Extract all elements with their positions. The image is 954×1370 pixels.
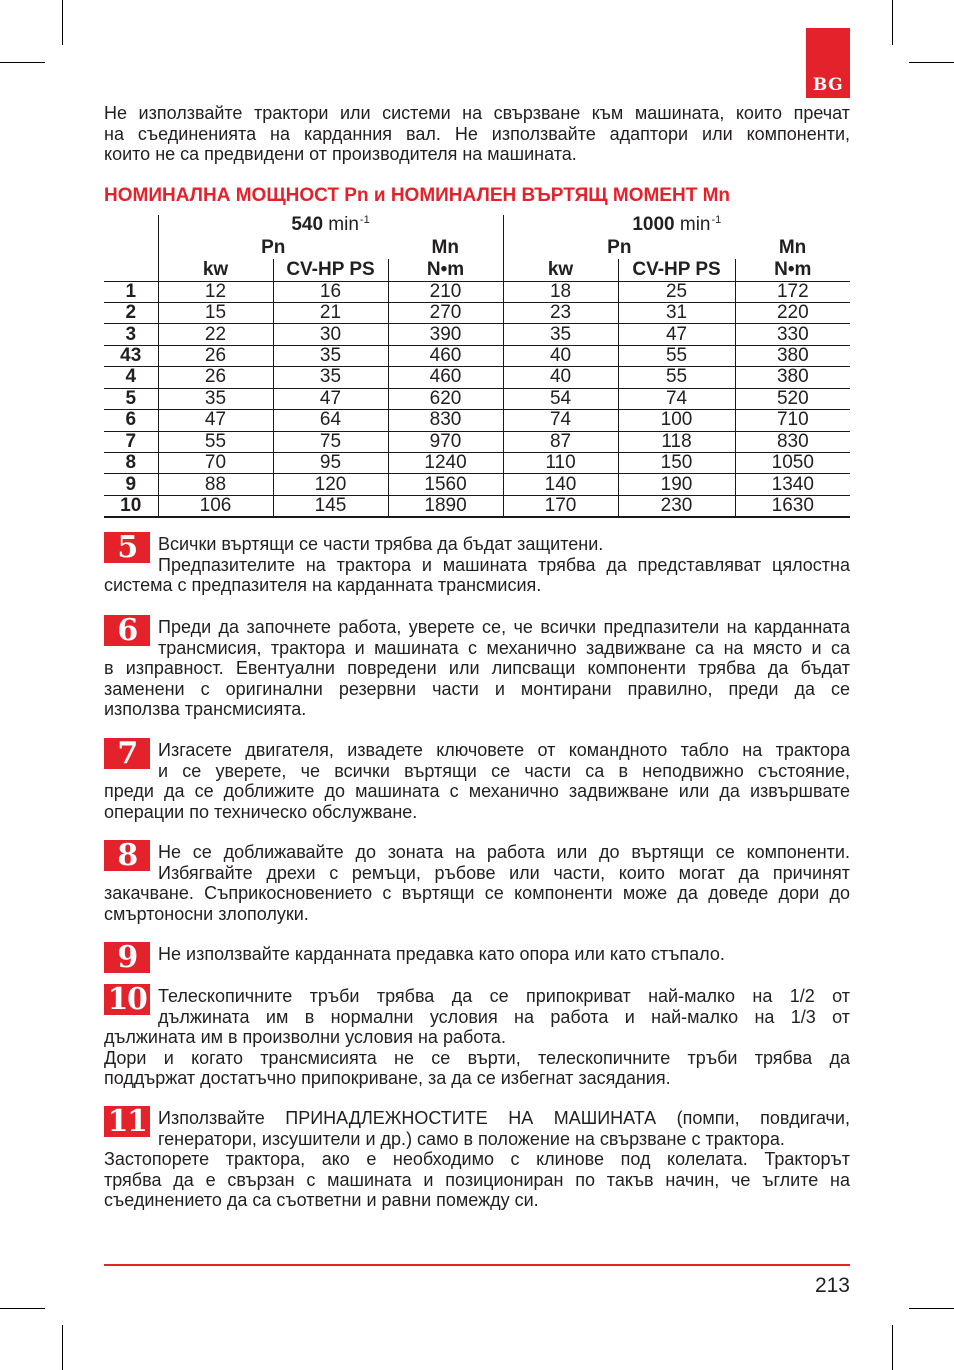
table-cell: 40: [503, 345, 618, 366]
table-cell: 830: [388, 410, 503, 431]
table-header-speed-row: [104, 215, 850, 237]
text-line: трябва да е свързан с машината и позициониран по такъв начин, че ъглите на: [104, 1169, 850, 1190]
text-line: Не използвайте карданната предавка като опора или като стъпало.: [158, 944, 725, 964]
speed-unit-exponent: -1: [711, 214, 722, 226]
table-cell: 220: [735, 302, 850, 323]
table-header-quantity-row: [104, 237, 850, 259]
table-cell: 380: [735, 345, 850, 366]
crop-mark-top-right-horizontal: [909, 62, 954, 63]
row-label: 7: [104, 431, 158, 452]
table-row: [104, 410, 850, 431]
section-7: [104, 740, 850, 822]
column-header: kw: [158, 259, 273, 281]
intro-paragraph: [104, 103, 850, 165]
row-label: 10: [104, 495, 158, 517]
column-header: N•m: [388, 259, 503, 281]
column-header: N•m: [735, 259, 850, 281]
header-corner: [104, 237, 158, 259]
table-cell: 1560: [388, 474, 503, 495]
text-line: дължината им в нормални условия на работа и най-малко на 1/3 от: [158, 1006, 850, 1027]
speed-unit: min: [328, 214, 359, 235]
table-cell: 190: [618, 474, 735, 495]
row-label: 5: [104, 388, 158, 409]
table-cell: 35: [273, 367, 388, 388]
table-cell: 620: [388, 388, 503, 409]
crop-mark-top-right-vertical: [892, 0, 893, 45]
row-label: 6: [104, 410, 158, 431]
footer-rule: [104, 1264, 850, 1266]
text-line: Преди да започнете работа, уверете се, че всички предпазители на карданната: [158, 617, 850, 637]
table-cell: 150: [618, 453, 735, 474]
table-row: [104, 495, 850, 517]
row-label: 2: [104, 302, 158, 323]
table-cell: 18: [503, 281, 618, 302]
row-label: 1: [104, 281, 158, 302]
table-cell: 460: [388, 367, 503, 388]
table-row: [104, 324, 850, 345]
power-header: Pn: [503, 237, 735, 259]
text-line: Застопорете трактора, ако е необходимо с клинове под колелата. Тракторът: [104, 1149, 850, 1169]
table-row: [104, 345, 850, 366]
section-text: [104, 944, 850, 965]
table-cell: 100: [618, 410, 735, 431]
text-line: Всички въртящи се части трябва да бъдат защитени.: [158, 534, 604, 554]
crop-mark-bottom-left-vertical: [62, 1325, 63, 1370]
table-cell: 47: [158, 410, 273, 431]
table-cell: 970: [388, 431, 503, 452]
crop-mark-bottom-right-horizontal: [909, 1308, 954, 1309]
text-line: преди да се доближите до машината с механично задвижване или да извършвате: [104, 781, 850, 801]
table-cell: 110: [503, 453, 618, 474]
table-cell: 21: [273, 302, 388, 323]
table-cell: 16: [273, 281, 388, 302]
table-row: [104, 474, 850, 495]
torque-header: Mn: [431, 237, 459, 258]
table-cell: 87: [503, 431, 618, 452]
text-line: поддържат достатъчно припокриване, за да се избегнат засядания.: [104, 1068, 671, 1088]
table-cell: 40: [503, 367, 618, 388]
section-text: [104, 534, 850, 596]
table-cell: 47: [273, 388, 388, 409]
table-cell: 35: [503, 324, 618, 345]
table-cell: 330: [735, 324, 850, 345]
section-number-badge: 9: [104, 942, 150, 973]
table-cell: 380: [735, 367, 850, 388]
table-cell: 170: [503, 495, 618, 517]
table-cell: 520: [735, 388, 850, 409]
header-corner: [104, 259, 158, 281]
text-line: съединението да са съответни и равни помежду си.: [104, 1190, 539, 1210]
section-text: [104, 1108, 850, 1211]
table-cell: 12: [158, 281, 273, 302]
table-cell: 230: [618, 495, 735, 517]
table-cell: 74: [503, 410, 618, 431]
table-cell: 145: [273, 495, 388, 517]
table-cell: 47: [618, 324, 735, 345]
table-cell: 270: [388, 302, 503, 323]
table-cell: 35: [273, 345, 388, 366]
text-line: Дори и когато трансмисията не се върти, телескопичните тръби трябва да: [104, 1047, 850, 1068]
table-cell: 64: [273, 410, 388, 431]
table-cell: 390: [388, 324, 503, 345]
table-cell: 26: [158, 345, 273, 366]
table-cell: 15: [158, 302, 273, 323]
table-cell: 31: [618, 302, 735, 323]
column-header: CV-HP PS: [618, 259, 735, 281]
table-cell: 26: [158, 367, 273, 388]
table-row: [104, 367, 850, 388]
speed-value: 540: [291, 214, 324, 235]
row-label: 3: [104, 324, 158, 345]
row-label: 8: [104, 453, 158, 474]
text-line: и се уверете, че всички въртящи се части са в неподвижно състояние,: [158, 760, 850, 781]
speed-unit: min: [679, 214, 711, 235]
table-cell: 1340: [735, 474, 850, 495]
table-cell: 120: [273, 474, 388, 495]
text-line: закачване. Съприкосновението с въртящи се компоненти може да доведе дори до: [104, 883, 850, 903]
language-tab: [806, 28, 850, 98]
table-cell: 70: [158, 453, 273, 474]
section-number-badge: 10: [104, 984, 150, 1015]
table-cell: 710: [735, 410, 850, 431]
row-label: 9: [104, 474, 158, 495]
page-number: 213: [814, 1274, 850, 1297]
table-cell: 55: [618, 367, 735, 388]
text-line: система с предпазителя на карданната трансмисия.: [104, 575, 542, 595]
text-line: трансмисия, трактора и машината с механично задвижване са на място и са: [158, 637, 850, 658]
section-10: [104, 986, 850, 1089]
text-line: на съединенията на карданния вал. Не използвайте адаптори или компоненти,: [104, 123, 850, 144]
section-number-badge: 6: [104, 615, 150, 646]
table-cell: 25: [618, 281, 735, 302]
section-number-badge: 8: [104, 840, 150, 871]
torque-header: Mn: [778, 237, 807, 258]
table-cell: 172: [735, 281, 850, 302]
row-label: 43: [104, 345, 158, 366]
text-line: заменени с оригинални резервни части и монтирани правилно, преди да се: [104, 678, 850, 699]
text-line: дължината им в произволни условия на работа.: [104, 1027, 506, 1047]
power-header: Pn: [158, 237, 388, 259]
header-corner: [104, 215, 158, 237]
row-label: 4: [104, 367, 158, 388]
table-cell: 1890: [388, 495, 503, 517]
table-cell: 88: [158, 474, 273, 495]
column-header: CV-HP PS: [273, 259, 388, 281]
table-cell: 210: [388, 281, 503, 302]
section-9: [104, 944, 850, 983]
section-text: [104, 740, 850, 822]
column-header: kw: [503, 259, 618, 281]
section-8: [104, 842, 850, 924]
table-cell: 1630: [735, 495, 850, 517]
power-torque-table: [104, 215, 850, 518]
table-row: [104, 431, 850, 452]
section-text: [104, 617, 850, 720]
section-number-badge: 7: [104, 738, 150, 769]
table-cell: 118: [618, 431, 735, 452]
section-11: [104, 1108, 850, 1211]
table-cell: 22: [158, 324, 273, 345]
text-line: Телескопичните тръби трябва да се припокриват най-малко на 1/2 от: [158, 986, 850, 1006]
text-line: Избягвайте дрехи с ремъци, ръбове или части, които могат да причинят: [158, 862, 850, 883]
speed-unit-exponent: -1: [359, 214, 370, 226]
table-cell: 95: [273, 453, 388, 474]
table-cell: 35: [158, 388, 273, 409]
section-text: [104, 986, 850, 1089]
text-line: Изгасете двигателя, извадете ключовете от командното табло на трактора: [158, 740, 850, 760]
text-line: смъртоносни злополуки.: [104, 903, 309, 924]
text-line: операции по техническо обслужване.: [104, 801, 418, 822]
text-line: генератори, изсушители и др.) само в положение на свързване с трактора.: [158, 1128, 785, 1149]
table-cell: 54: [503, 388, 618, 409]
text-line: които не са предвидени от производителя на машината.: [104, 144, 577, 164]
speed-value: 1000: [632, 214, 675, 235]
table-cell: 74: [618, 388, 735, 409]
text-line: в изправност. Евентуални повредени или липсващи компоненти трябва да бъдат: [104, 658, 850, 678]
table-header-unit-row: [104, 259, 850, 281]
section-6: [104, 617, 850, 720]
table-cell: 75: [273, 431, 388, 452]
table-cell: 30: [273, 324, 388, 345]
crop-mark-top-left-vertical: [62, 0, 63, 45]
crop-mark-top-left-horizontal: [0, 62, 45, 63]
text-line: използва трансмисията.: [104, 699, 307, 719]
text-line: Използвайте ПРИНАДЛЕЖНОСТИТЕ НА МАШИНАТА (помпи, повдигачи,: [158, 1108, 850, 1128]
text-line: Не използвайте трактори или системи на свързване към машината, които пречат: [104, 103, 850, 123]
text-line: Не се доближавайте до зоната на работа или до въртящи се компоненти.: [158, 842, 850, 862]
table-cell: 106: [158, 495, 273, 517]
table-cell: 55: [618, 345, 735, 366]
speed-header-group-1: [158, 215, 503, 237]
speed-header-group-2: [503, 215, 850, 237]
crop-mark-bottom-left-horizontal: [0, 1308, 45, 1309]
text-line: Предпазителите на трактора и машината трябва да представляват цялостна: [158, 554, 850, 575]
table-cell: 460: [388, 345, 503, 366]
table-row: [104, 453, 850, 474]
table-cell: 1240: [388, 453, 503, 474]
table-body: [104, 281, 850, 517]
section-text: [104, 842, 850, 924]
table-row: [104, 388, 850, 409]
language-code: BG: [812, 75, 844, 95]
table-cell: 55: [158, 431, 273, 452]
table-cell: 830: [735, 431, 850, 452]
section-number-badge: 5: [104, 532, 150, 563]
table-cell: 1050: [735, 453, 850, 474]
table-cell: 23: [503, 302, 618, 323]
table-row: [104, 281, 850, 302]
table-cell: 140: [503, 474, 618, 495]
crop-mark-bottom-right-vertical: [892, 1325, 893, 1370]
section-number-badge: 11: [104, 1106, 150, 1137]
table-row: [104, 302, 850, 323]
table-title: НОМИНАЛНА МОЩНОСТ Pn и НОМИНАЛЕН ВЪРТЯЩ МОМЕНТ Mn: [104, 185, 731, 206]
section-5: [104, 534, 850, 596]
